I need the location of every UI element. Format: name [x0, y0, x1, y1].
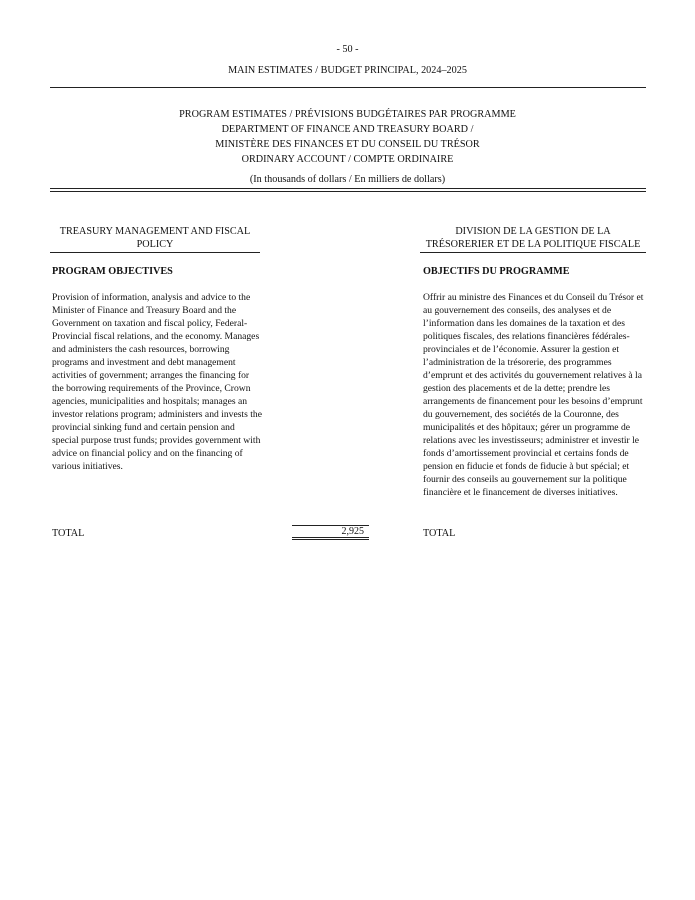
- header-line-3: MINISTÈRE DES FINANCES ET DU CONSEIL DU TRÉSOR: [215, 139, 480, 150]
- right-title-line-1: DIVISION DE LA GESTION DE LA: [455, 226, 611, 237]
- header-line-1: PROGRAM ESTIMATES / PRÉVISIONS BUDGÉTAIRES PAR PROGRAMME: [179, 109, 516, 120]
- running-title: MAIN ESTIMATES / BUDGET PRINCIPAL, 2024–2025: [228, 65, 467, 76]
- left-objectives-heading: PROGRAM OBJECTIVES: [52, 266, 173, 277]
- header-bottom-double-rule: [50, 188, 646, 192]
- right-total-label: TOTAL: [423, 528, 456, 539]
- left-title-line-2: POLICY: [136, 239, 174, 250]
- total-value-box: [292, 525, 369, 540]
- left-column-title: [50, 225, 260, 253]
- total-value: 2,925: [341, 526, 364, 537]
- right-title-line-2: TRÉSORERIER ET DE LA POLITIQUE FISCALE: [425, 239, 641, 250]
- right-objectives-heading: OBJECTIFS DU PROGRAMME: [423, 266, 570, 277]
- header-line-2: DEPARTMENT OF FINANCE AND TREASURY BOARD /: [221, 124, 474, 135]
- left-title-line-1: TREASURY MANAGEMENT AND FISCAL: [59, 226, 251, 237]
- page-number: - 50 -: [336, 44, 359, 55]
- right-objectives-text: Offrir au ministre des Finances et du Conseil du Trésor et au gouvernement des conseils, des analyses et de l’information dans les domaines de la taxation et des politiques fiscales, des relations financières fédérales-provinciales et de l’économie. Assurer la gestion et l’administration de la trésorerie, des programmes d’emprunt et des activités du gouvernement relatives à la gestion des placements et de la dette; prendre les arrangements de financement pour les besoins d’emprunt du gouvernement, des sociétés de la Couronne, des municipalités et des hôpitaux; gérer un programme de relations avec les investisseurs; administrer et investir le fonds d’amortissement provincial et certains fonds de pension en fiducie et fonds de fiducie à but spécial; et fournir des conseils au gouvernement sur la politique financière et le financement de diverses initiatives.: [423, 292, 644, 498]
- header-line-5: (In thousands of dollars / En milliers de dollars): [249, 174, 446, 185]
- left-total-label: TOTAL: [52, 528, 85, 539]
- left-objectives-text: Provision of information, analysis and advice to the Minister of Finance and Treasury Board and the Government on taxation and fiscal policy, Federal-Provincial fiscal relations, and the economy. Manages and administers the cash resources, borrowing programs and investment and debt management activities of government; arranges the financing for the borrowing requirements of the Province, Crown agencies, municipalities and hospitals; manages an investor relations program; administers and invests the provincial sinking fund and certain pension and special purpose trust funds; provides government with advice on financial policy and on the financing of various initiatives.: [52, 292, 262, 472]
- right-column-title: [420, 225, 646, 253]
- header-line-4: ORDINARY ACCOUNT / COMPTE ORDINAIRE: [241, 154, 454, 165]
- header-top-rule: [50, 87, 646, 88]
